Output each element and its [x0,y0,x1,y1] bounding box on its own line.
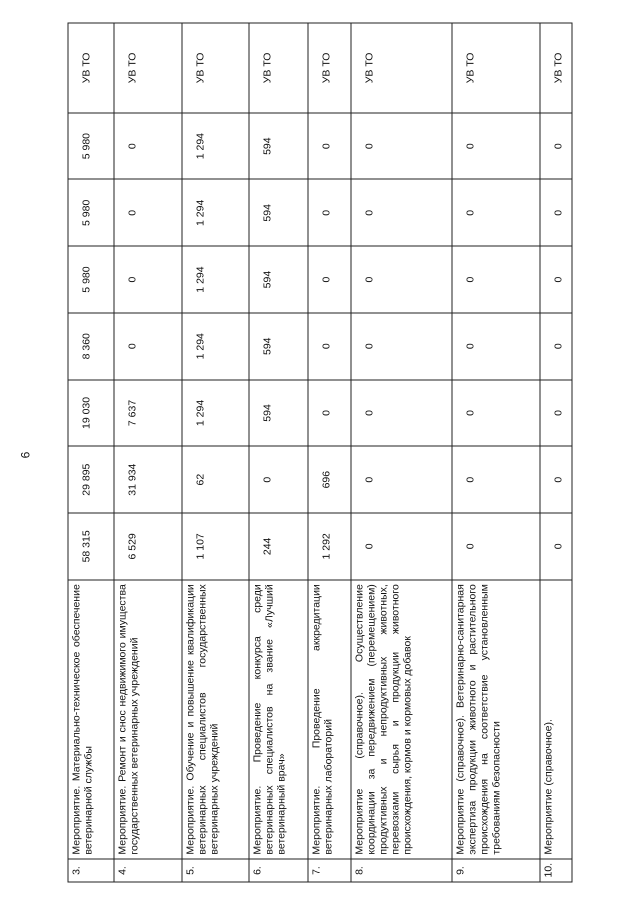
value-cell: 1 292 [308,513,350,580]
value-cell: 31 934 [114,446,181,513]
executor-cell: УВ ТО [540,23,572,113]
value-cell: 1 294 [182,113,249,180]
value-cell: 0 [351,179,452,246]
value-cell: 1 294 [182,380,249,447]
row-index: 9. [452,859,541,882]
value-cell: 244 [249,513,308,580]
table-row [68,23,114,882]
value-cell: 0 [452,313,541,380]
value-cell: 0 [540,246,572,313]
value-cell: 1 294 [182,246,249,313]
measure-description: Мероприятие (справочное). Осуществление координации за передвижением (перемещением) продуктивных и непродуктивных животных, перевозками сырья и продукции животного происхождения, кормов и кормовых добавок [351,580,452,859]
rotated-table-wrapper [68,23,573,883]
row-index: 7. [308,859,350,882]
value-cell: 1 294 [182,313,249,380]
value-cell: 0 [540,113,572,180]
table-row [452,23,541,882]
value-cell: 0 [452,380,541,447]
value-cell: 0 [351,513,452,580]
executor-cell: УВ ТО [351,23,452,113]
value-cell: 594 [249,313,308,380]
value-cell: 594 [249,113,308,180]
value-cell: 8 360 [68,313,114,380]
table-row [114,23,181,882]
measure-description: Мероприятие. Материально-техническое обеспечение ветеринарной службы [68,580,114,859]
value-cell: 1 294 [182,179,249,246]
measure-description: Мероприятие (справочное). [540,580,572,859]
value-cell: 0 [540,513,572,580]
executor-cell: УВ ТО [452,23,541,113]
value-cell: 0 [452,113,541,180]
value-cell: 6 529 [114,513,181,580]
value-cell: 0 [308,179,350,246]
row-index: 3. [68,859,114,882]
value-cell: 0 [540,446,572,513]
value-cell: 0 [114,313,181,380]
measure-description: Мероприятие. Проведение конкурса среди ветеринарных специалистов на звание «Лучший ветеринарный врач» [249,580,308,859]
value-cell: 0 [351,446,452,513]
value-cell: 0 [351,113,452,180]
executor-cell: УВ ТО [249,23,308,113]
executor-cell: УВ ТО [114,23,181,113]
value-cell: 0 [351,246,452,313]
value-cell: 594 [249,179,308,246]
table-row [308,23,350,882]
row-index: 6. [249,859,308,882]
value-cell: 0 [540,380,572,447]
value-cell: 0 [249,446,308,513]
table-row [351,23,452,882]
value-cell: 58 315 [68,513,114,580]
value-cell: 7 637 [114,380,181,447]
table-row [249,23,308,882]
value-cell: 594 [249,246,308,313]
value-cell: 696 [308,446,350,513]
table-row [540,23,572,882]
measure-description: Мероприятие (справочное). Ветеринарно-санитарная экспертиза продукции животного и растительного происхождения на соответствие установленным требованиям безопасности [452,580,541,859]
value-cell: 19 030 [68,380,114,447]
value-cell: 0 [540,313,572,380]
value-cell: 0 [308,246,350,313]
executor-cell: УВ ТО [182,23,249,113]
value-cell: 594 [249,380,308,447]
value-cell: 0 [452,446,541,513]
value-cell: 0 [452,513,541,580]
value-cell: 0 [308,113,350,180]
value-cell: 0 [114,113,181,180]
value-cell: 0 [308,313,350,380]
page-number: 6 [18,451,33,459]
value-cell: 0 [540,179,572,246]
program-measures-table [68,23,573,883]
value-cell: 5 980 [68,113,114,180]
value-cell: 0 [114,246,181,313]
measure-description: Мероприятие. Проведение аккредитации ветеринарных лабораторий [308,580,350,859]
value-cell: 0 [452,246,541,313]
value-cell: 0 [308,380,350,447]
value-cell: 29 895 [68,446,114,513]
value-cell: 0 [114,179,181,246]
row-index: 8. [351,859,452,882]
row-index: 10. [540,859,572,882]
value-cell: 5 980 [68,179,114,246]
executor-cell: УВ ТО [68,23,114,113]
value-cell: 62 [182,446,249,513]
value-cell: 0 [351,380,452,447]
value-cell: 1 107 [182,513,249,580]
row-index: 5. [182,859,249,882]
value-cell: 0 [452,179,541,246]
measure-description: Мероприятие. Ремонт и снос недвижимого имущества государственных ветеринарных учреждений [114,580,181,859]
value-cell: 0 [351,313,452,380]
table-row [182,23,249,882]
value-cell: 5 980 [68,246,114,313]
row-index: 4. [114,859,181,882]
executor-cell: УВ ТО [308,23,350,113]
measure-description: Мероприятие. Обучение и повышение квалификации ветеринарных специалистов государственных ветеринарных учреждений [182,580,249,859]
